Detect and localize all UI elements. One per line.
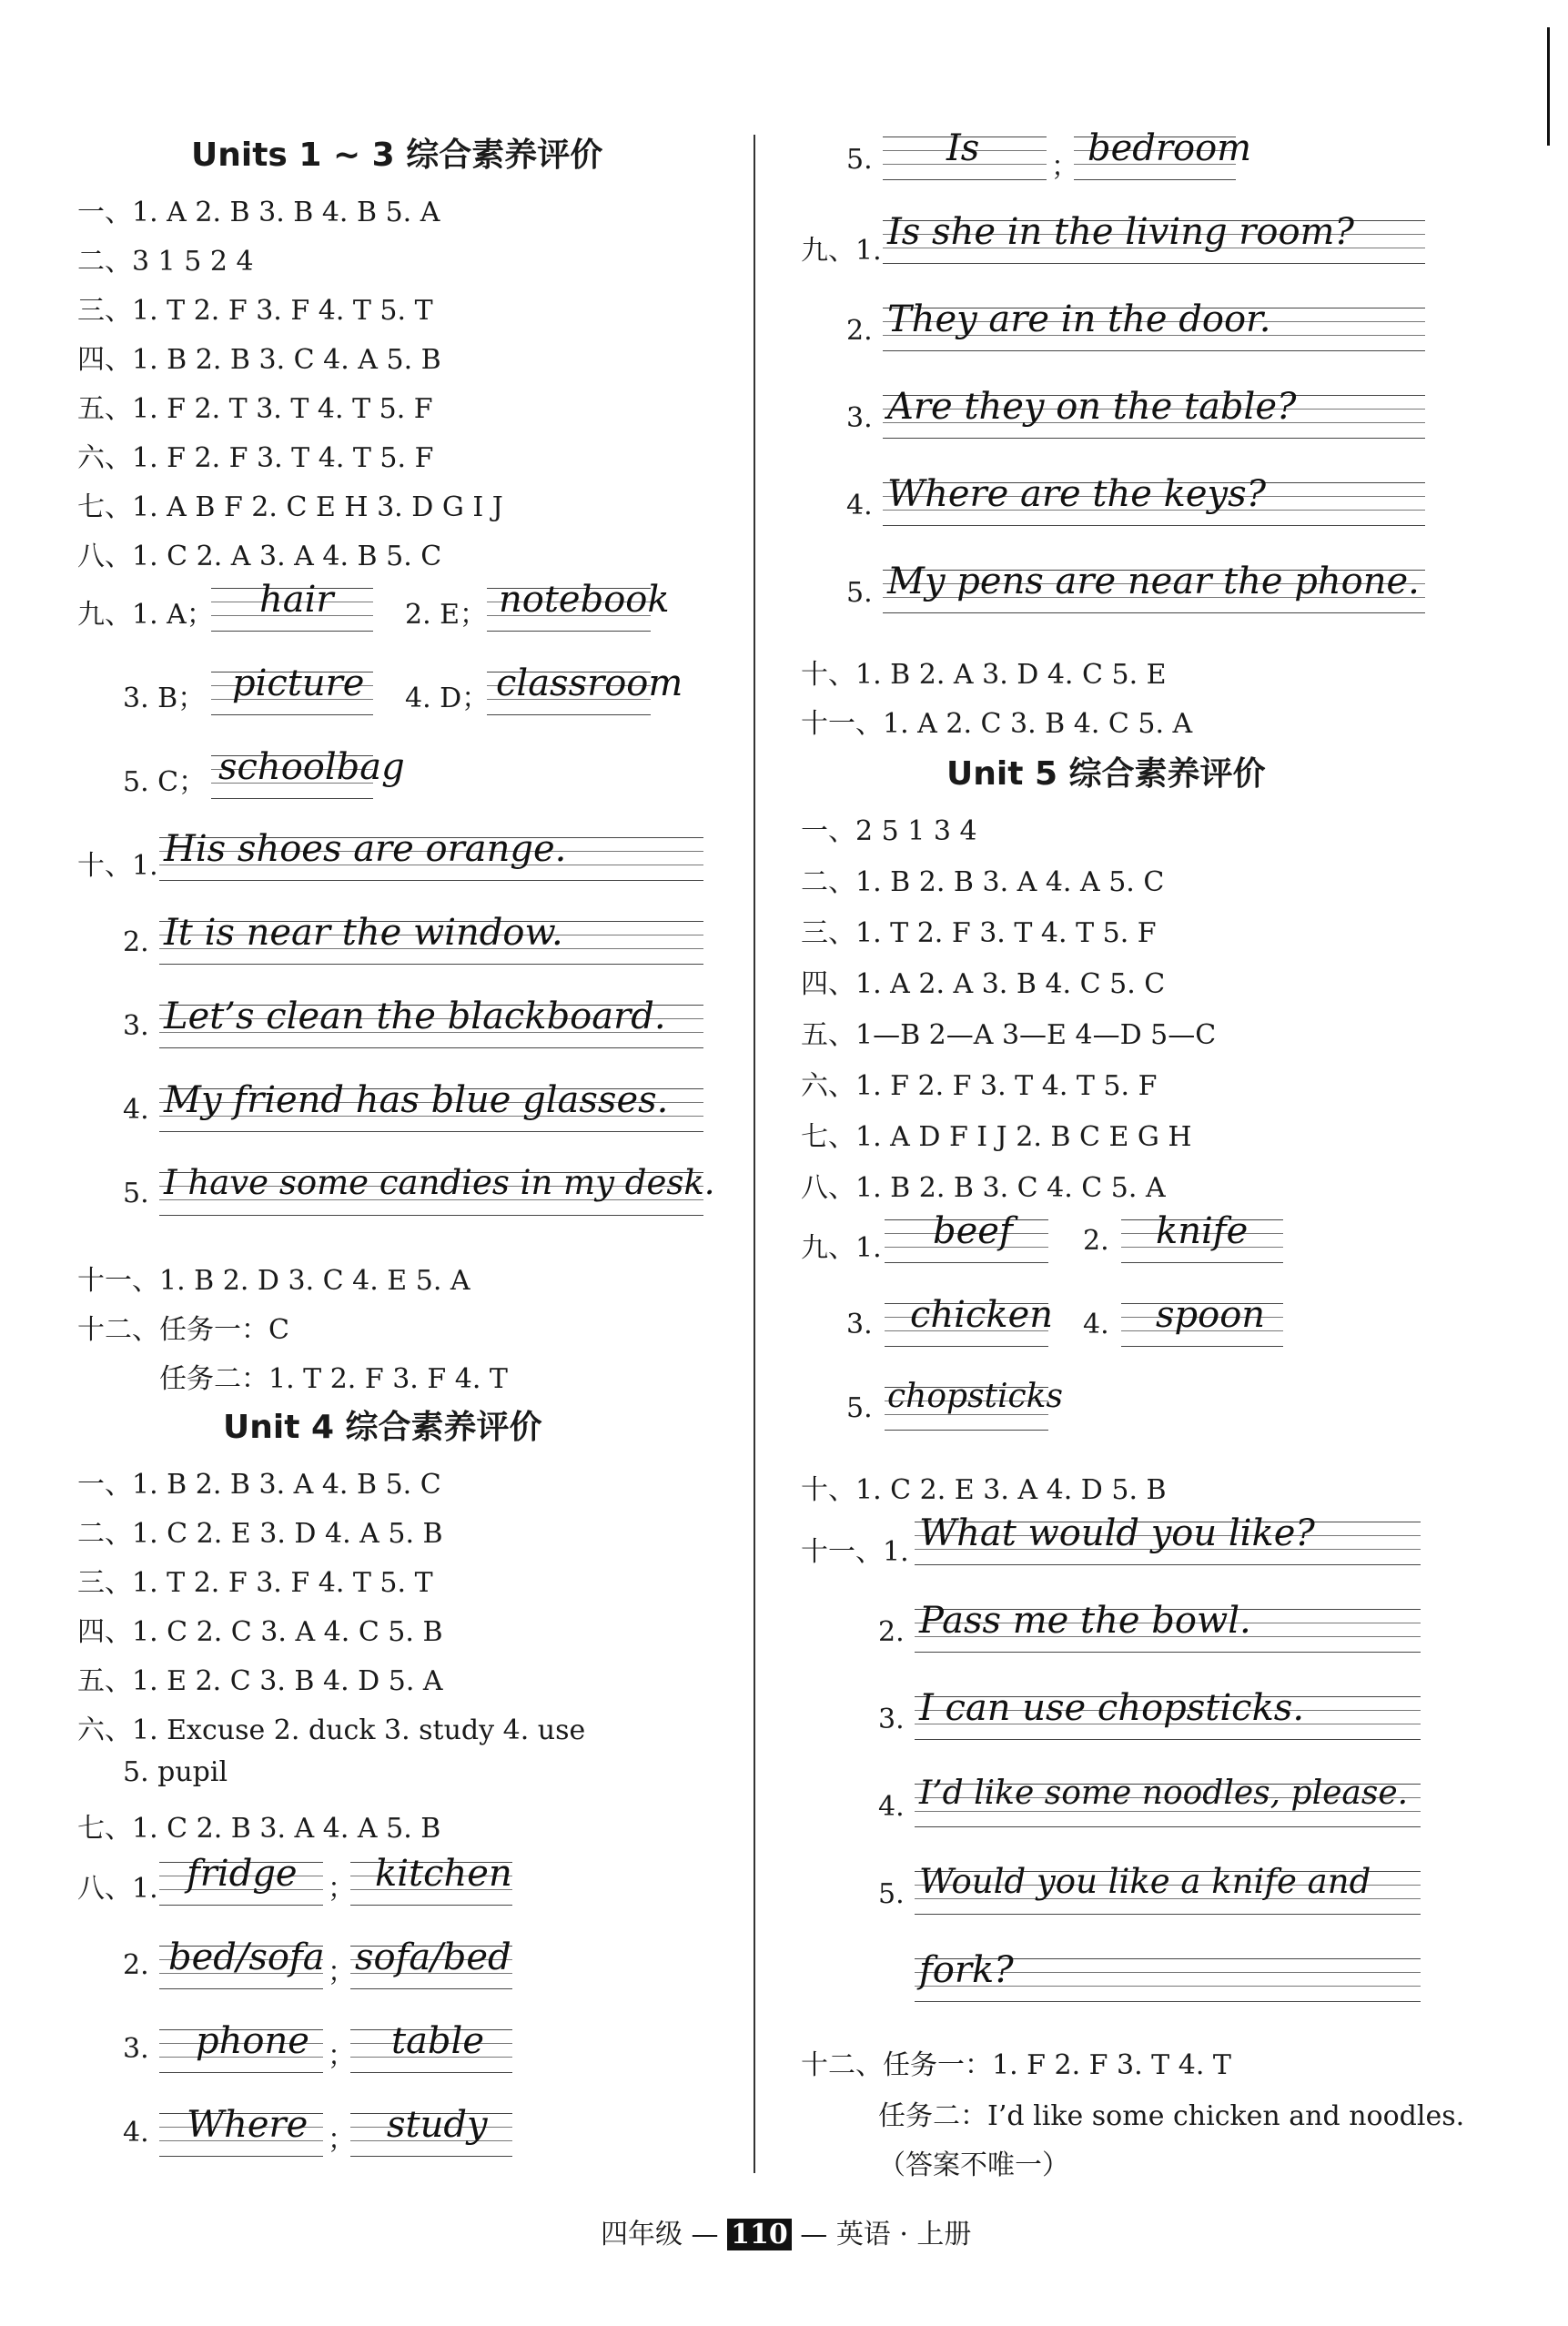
footer-subject: 英语 · 上册 [835,2219,972,2250]
question-prefix: 5. [846,1392,873,1424]
handwritten-answer: sofa/bed [355,1937,511,1978]
page-number: 110 [727,2219,792,2250]
question-prefix: 九、1. [801,1232,882,1264]
handwritten-sentence: I have some candies in my desk. [164,1163,715,1202]
answer-row: 六、1. Excuse 2. duck 3. study 4. use [77,1714,586,1746]
answer-row: 一、1. B 2. B 3. A 4. B 5. C [77,1469,441,1501]
handwritten-answer: kitchen [375,1853,512,1895]
page-footer [601,2211,971,2251]
question-prefix: 九、1. A； [77,599,214,631]
answer-row: 七、1. A B F 2. C E H 3. D G I J [77,491,503,523]
handwritten-answer: schoolbag [218,746,405,788]
answer-row: 一、2 5 1 3 4 [801,815,977,847]
answer-row: 四、1. C 2. C 3. A 4. C 5. B [77,1616,443,1648]
handwritten-answer: hair [259,579,334,621]
answer-row: 七、1. C 2. B 3. A 4. A 5. B [77,1813,441,1845]
question-prefix: 十、1. [77,850,158,882]
handwritten-answer: fridge [187,1853,298,1895]
answer-row: 五、1—B 2—A 3—E 4—D 5—C [801,1019,1217,1051]
question-prefix: 2. [123,1949,149,1981]
question-prefix: 3. [846,402,873,434]
question-prefix: 4. [123,2117,149,2149]
question-prefix: 5. C； [123,766,207,798]
answer-row: 三、1. T 2. F 3. F 4. T 5. T [77,295,433,327]
handwritten-answer: classroom [496,662,683,704]
answer-row: 四、1. A 2. A 3. B 4. C 5. C [801,968,1166,1000]
question-prefix: 3. [846,1309,873,1340]
footer-grade: 四年级 [601,2219,683,2250]
question-prefix: 4. [1083,1309,1109,1340]
handwritten-sentence: They are in the door. [887,298,1271,340]
section-title-units-1-3: Units 1 ~ 3 综合素养评价 [191,137,603,174]
answer-note: （答案不唯一） [878,2149,1069,2181]
handwritten-answer: phone [196,2020,309,2062]
answer-row: 十一、1. B 2. D 3. C 4. E 5. A [77,1265,470,1297]
handwritten-sentence: Let’s clean the blackboard. [164,996,666,1037]
handwritten-sentence: My pens are near the phone. [887,561,1420,602]
question-prefix: 2. E； [405,599,488,631]
handwritten-answer: beef [933,1210,1013,1252]
handwritten-sentence: What would you like? [919,1512,1315,1554]
answer-row: 八、1. B 2. B 3. C 4. C 5. A [801,1172,1166,1204]
handwritten-sentence: I can use chopsticks. [919,1687,1305,1729]
handwritten-answer: chicken [910,1294,1054,1336]
handwritten-sentence: Where are the keys? [887,473,1267,515]
answer-row: 八、1. C 2. A 3. A 4. B 5. C [77,541,442,572]
handwritten-answer: table [391,2020,484,2062]
question-prefix: 2. [1083,1225,1109,1257]
question-prefix: 5. [846,577,873,609]
handwritten-sentence: I’d like some noodles, please. [919,1775,1409,1812]
answer-row: 5. pupil [123,1756,228,1788]
answer-row: 七、1. A D F I J 2. B C E G H [801,1121,1192,1153]
question-prefix: 4. [878,1791,905,1823]
answer-row: 二、1. C 2. E 3. D 4. A 5. B [77,1518,443,1550]
handwritten-answer: notebook [499,579,670,621]
question-prefix: 九、1. [801,235,882,267]
answer-row: 十一、1. A 2. C 3. B 4. C 5. A [801,708,1193,740]
answer-row: 六、1. F 2. F 3. T 4. T 5. F [801,1070,1158,1102]
question-prefix: 3. [123,1010,149,1042]
page-edge-mark [1547,27,1550,146]
handwritten-sentence: Are they on the table? [887,386,1297,428]
question-prefix: 2. [846,315,873,347]
answer-row: 任务二：I’d like some chicken and noodles. [878,2100,1465,2132]
footer-dash: — [691,2219,719,2250]
question-prefix: 5. [123,1178,149,1209]
separator: ； [328,1873,355,1905]
handwritten-answer: spoon [1156,1294,1266,1336]
separator: ； [328,2040,355,2072]
column-divider [754,135,755,2173]
separator: ； [1051,151,1078,183]
handwritten-sentence: fork? [919,1949,1014,1991]
question-prefix: 3. [123,2033,149,2065]
answer-row: 四、1. B 2. B 3. C 4. A 5. B [77,344,441,376]
answer-row: 三、1. T 2. F 3. T 4. T 5. F [801,917,1157,949]
answer-row: 五、1. F 2. T 3. T 4. T 5. F [77,393,433,425]
answer-row: 五、1. E 2. C 3. B 4. D 5. A [77,1665,443,1697]
answer-row: 二、3 1 5 2 4 [77,246,254,278]
question-prefix: 八、1. [77,1873,158,1905]
question-prefix: 5. [846,144,873,176]
handwritten-sentence: Is she in the living room? [887,211,1354,253]
question-prefix: 十一、1. [801,1536,909,1568]
question-prefix: 4. D； [405,683,490,714]
handwritten-answer: bed/sofa [168,1937,325,1978]
handwritten-answer: study [387,2104,488,2146]
handwritten-answer: picture [232,662,365,704]
question-prefix: 3. B； [123,683,206,714]
section-title-unit-5: Unit 5 综合素养评价 [946,755,1266,793]
handwritten-answer: Where [187,2104,309,2146]
handwritten-sentence: It is near the window. [164,912,563,954]
section-title-unit-4: Unit 4 综合素养评价 [223,1409,542,1446]
answer-row: 三、1. T 2. F 3. F 4. T 5. T [77,1567,433,1599]
answer-row: 十、1. C 2. E 3. A 4. D 5. B [801,1474,1167,1506]
question-prefix: 4. [123,1094,149,1126]
handwritten-answer: Is [946,127,980,169]
question-prefix: 4. [846,490,873,521]
handwritten-sentence: His shoes are orange. [164,828,567,870]
footer-dash: — [800,2219,828,2250]
question-prefix: 3. [878,1704,905,1735]
answer-row: 十二、任务一：C [77,1314,289,1346]
separator: ； [328,2124,355,2156]
handwritten-answer: bedroom [1087,127,1252,169]
handwritten-sentence: Would you like a knife and [919,1862,1371,1901]
handwritten-sentence: My friend has blue glasses. [164,1079,669,1121]
answer-row: 十、1. B 2. A 3. D 4. C 5. E [801,659,1167,691]
question-prefix: 5. [878,1878,905,1910]
answer-row: 任务二：1. T 2. F 3. F 4. T [159,1363,508,1395]
separator: ； [328,1957,355,1988]
question-prefix: 2. [878,1616,905,1648]
handwritten-sentence: Pass me the bowl. [919,1600,1251,1642]
question-prefix: 2. [123,926,149,958]
answer-row: 十二、任务一：1. F 2. F 3. T 4. T [801,2049,1231,2081]
handwritten-answer: knife [1156,1210,1249,1252]
answer-row: 二、1. B 2. B 3. A 4. A 5. C [801,866,1165,898]
handwritten-answer: chopsticks [887,1378,1063,1415]
answer-row: 六、1. F 2. F 3. T 4. T 5. F [77,442,434,474]
answer-row: 一、1. A 2. B 3. B 4. B 5. A [77,197,440,228]
